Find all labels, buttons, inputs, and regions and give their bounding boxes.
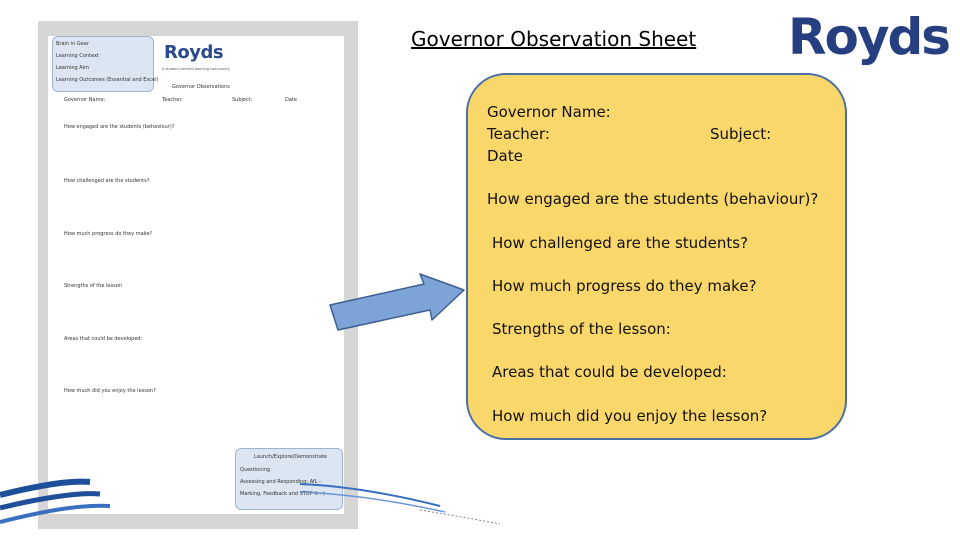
thumbnail-field: Date [285, 97, 297, 103]
thumbnail-question: How much did you enjoy the lesson? [64, 388, 156, 394]
thumbnail-logo: Royds [164, 42, 224, 63]
thumbnail-question: Areas that could be developed: [64, 336, 143, 342]
thumbnail-box-title: Launch/Explore/Demonstrate [254, 454, 327, 460]
teacher-label: Teacher: [487, 125, 550, 143]
thumbnail-field: Subject: [232, 97, 253, 103]
arrow-right-icon [328, 272, 468, 342]
thumbnail-field: Governor Name: [64, 97, 106, 103]
page-title: Governor Observation Sheet [411, 27, 697, 51]
observation-form-card [466, 73, 847, 440]
thumbnail-sheet-title: Governor Observations [172, 84, 230, 90]
thumbnail-box-line: Questioning [240, 467, 271, 473]
thumbnail-box-line: Learning Outcomes (Essential and Excel) [56, 77, 159, 83]
thumbnail-box-line: Marking, Feedback and STOP it :-) [240, 491, 325, 497]
thumbnail-question: How much progress do they make? [64, 231, 153, 237]
date-label: Date [487, 147, 523, 165]
thumbnail-question: How challenged are the students? [64, 178, 150, 184]
thumbnail-field: Teacher: [162, 97, 183, 103]
question-progress: How much progress do they make? [492, 277, 757, 295]
thumbnail-box-line: Learning Aim [56, 65, 89, 71]
thumbnail-learning-box [52, 36, 159, 92]
question-engaged: How engaged are the students (behaviour)? [487, 190, 819, 208]
question-enjoy: How much did you enjoy the lesson? [492, 407, 768, 425]
thumbnail-box-line: Learning Context [56, 53, 99, 59]
question-areas: Areas that could be developed: [492, 363, 727, 381]
question-challenged: How challenged are the students? [492, 234, 749, 252]
governor-name-label: Governor Name: [487, 103, 611, 121]
thumbnail-tagline: A student-centred learning community [162, 67, 230, 71]
thumbnail-question: Strengths of the lesson [64, 283, 122, 289]
royds-logo: Royds [788, 8, 949, 66]
question-strengths: Strengths of the lesson: [492, 320, 671, 338]
thumbnail-question: How engaged are the students (behaviour)? [64, 124, 175, 130]
wave-decoration [0, 440, 520, 540]
thumbnail-box-line: Brain in Gear [56, 41, 89, 47]
subject-label: Subject: [710, 125, 772, 143]
thumbnail-box-line: Assessing and Responding: AfL - [240, 479, 321, 485]
